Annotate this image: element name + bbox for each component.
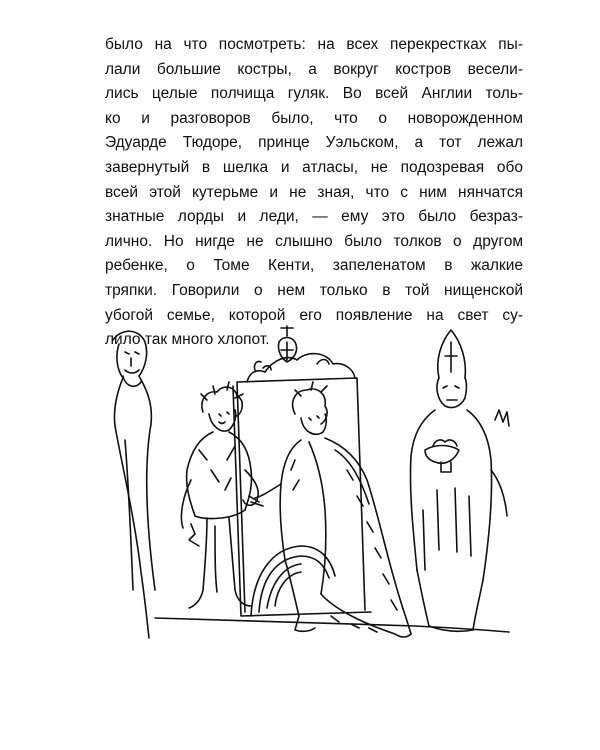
floor-line	[155, 618, 509, 632]
text-line: было на что посмотреть: на всех перекрестках пы-	[105, 36, 523, 53]
text-line: лило так много хлопот.	[105, 331, 270, 349]
boy-in-rags-figure	[181, 382, 263, 608]
text-line: тряпки. Говорили о нем только в той нищенской	[105, 281, 523, 299]
text-line: лали большие костры, а вокруг костров весели-	[105, 60, 523, 78]
text-line: знатные лорды и леди, — ему это было безраз-	[105, 208, 523, 226]
text-line: всей этой кутерьме и не зная, что с ним нянчатся	[105, 183, 523, 201]
illustration	[95, 320, 515, 730]
text-line: лись целые полчища гуляк. Во всей Англии толь-	[105, 85, 523, 103]
body-text	[105, 33, 523, 353]
ornate-frame	[233, 326, 371, 616]
text-line: ребенке, о Томе Кенти, запеленатом в жалкие	[105, 257, 523, 275]
text-line: лично. Но нигде не слышно было толков о другом	[105, 232, 523, 250]
prince-figure	[255, 382, 411, 637]
text-line: Эдуарде Тюдоре, принце Уэльском, а тот лежал	[105, 134, 523, 152]
bishop-figure	[410, 330, 509, 631]
statue-figure	[113, 331, 155, 638]
text-line: убогой семье, которой его появление на свет су-	[105, 306, 523, 324]
text-line: ко и разговоров было, что о новорожденном	[105, 109, 523, 127]
text-line: завернутый в шелка и атласы, не подозревая обо	[105, 158, 523, 176]
